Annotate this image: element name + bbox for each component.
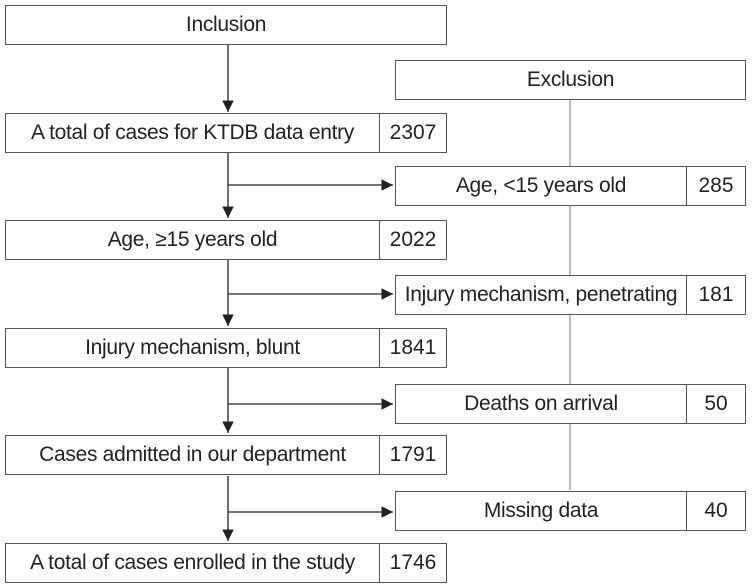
inclusion-step-label: Cases admitted in our department (39, 443, 346, 466)
exclusion-step-1 (395, 166, 746, 206)
exclusion-step-label: Missing data (483, 499, 599, 522)
inclusion-step-count: 2022 (379, 221, 446, 259)
inclusion-step-5 (5, 543, 447, 583)
inclusion-step-count: 2307 (379, 114, 446, 152)
exclusion-step-count: 285 (686, 167, 745, 205)
inclusion-step-2 (5, 220, 447, 260)
inclusion-step-1 (5, 113, 447, 153)
exclusion-step-count: 50 (686, 385, 745, 423)
inclusion-step-4 (5, 435, 447, 475)
exclusion-header: Exclusion (395, 60, 746, 100)
inclusion-step-label: Age, ≥15 years old (107, 228, 278, 251)
exclusion-step-label: Injury mechanism, penetrating (404, 283, 678, 306)
inclusion-step-count: 1841 (379, 329, 446, 367)
exclusion-step-label: Age, <15 years old (455, 174, 627, 197)
exclusion-step-label: Deaths on arrival (464, 392, 618, 415)
inclusion-step-count: 1746 (379, 544, 446, 582)
exclusion-step-4 (395, 491, 746, 531)
inclusion-header: Inclusion (5, 5, 447, 45)
inclusion-step-label: A total of cases for KTDB data entry (30, 121, 355, 144)
inclusion-step-3 (5, 328, 447, 368)
inclusion-step-count: 1791 (379, 436, 446, 474)
exclusion-step-2 (395, 275, 746, 315)
exclusion-step-count: 181 (686, 276, 745, 314)
exclusion-step-count: 40 (686, 492, 745, 530)
inclusion-step-label: A total of cases enrolled in the study (30, 551, 355, 574)
exclusion-step-3 (395, 384, 746, 424)
inclusion-step-label: Injury mechanism, blunt (85, 336, 300, 359)
